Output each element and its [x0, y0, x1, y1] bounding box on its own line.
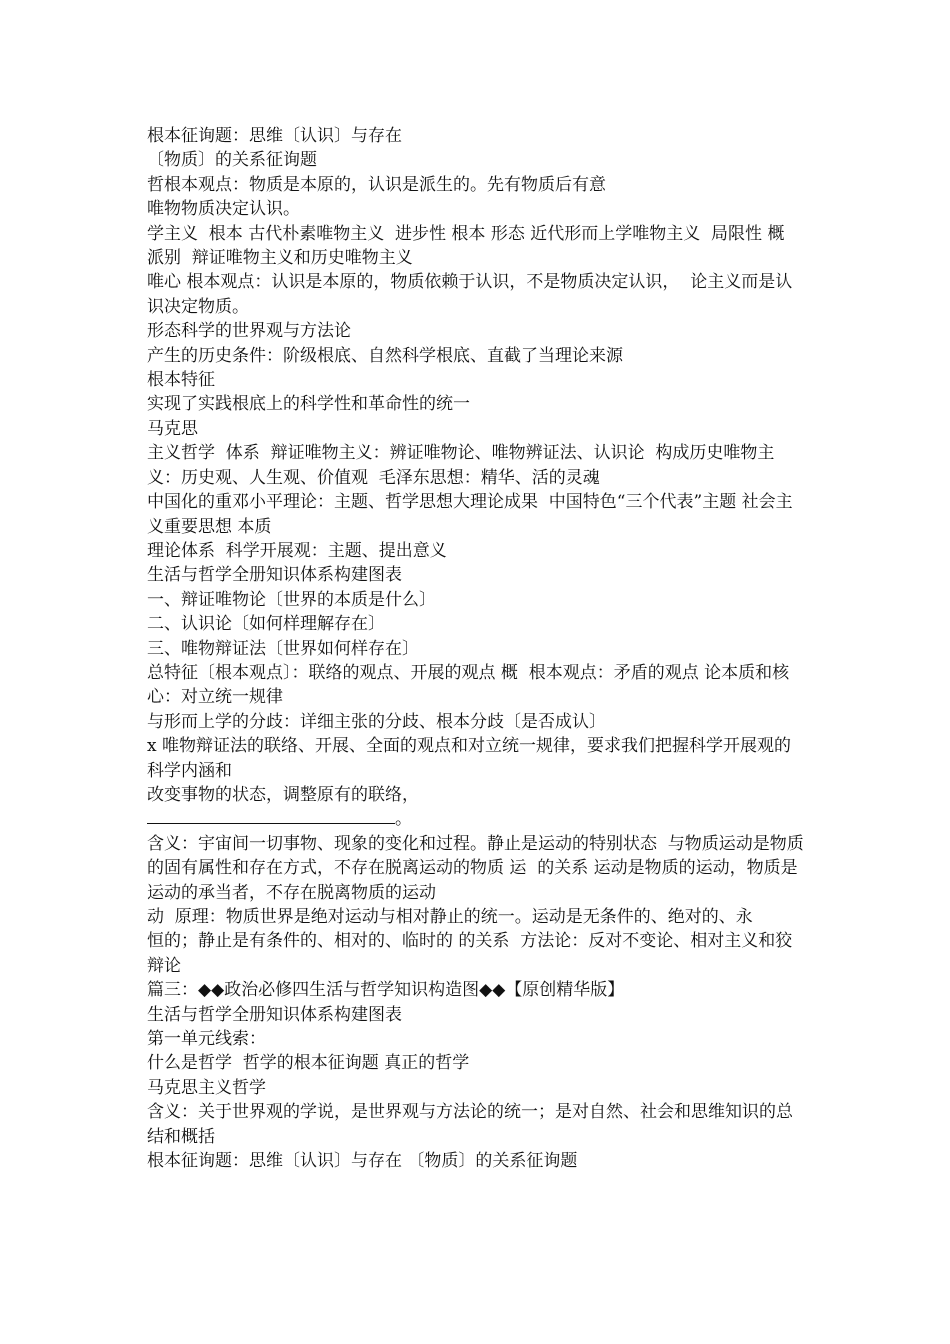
text-line: 马克思 [147, 418, 198, 439]
text-line: 含义：宇宙间一切事物、现象的变化和过程。静止是运动的特别状态 与物质运动是物质的固有属性和存在方式，不存在脱离运动的物质 运 的关系 运动是物质的运动，物质是运动的承当者，不存在脱离物质的运动 [147, 833, 804, 903]
text-line: 根本征询题：思维〔认识〕与存在 [147, 126, 402, 146]
text-line: 三、唯物辩证法〔世界如何样存在〕 [147, 638, 419, 659]
text-line: 二、认识论〔如何样理解存在〕 [147, 614, 385, 635]
text-line: 含义：关于世界观的学说，是世界观与方法论的统一；是对自然、社会和思维知识的总结和概括 [147, 1102, 793, 1147]
text-line: 唯物物质决定认识。 [147, 199, 300, 220]
text-line: 中国化的重邓小平理论：主题、哲学思想大理论成果 中国特色“三个代表”主题 社会主义重要思想 本质 [147, 492, 793, 537]
text-line: 主义哲学 体系 辩证唯物主义：辨证唯物论、唯物辨证法、认识论 构成历史唯物主义：历史观、人生观、价值观 毛泽东思想：精华、活的灵魂 [147, 443, 775, 488]
text-line: 与形而上学的分歧：详细主张的分歧、根本分歧〔是否成认〕 [147, 711, 606, 732]
text-line: 〔物质〕的关系征询题 [147, 150, 317, 171]
text-line: 生活与哲学全册知识体系构建图表 [147, 565, 402, 586]
text-line: 动 原理：物质世界是绝对运动与相对静止的统一。运动是无条件的、绝对的、永 [147, 907, 753, 927]
blank-period: 。 [395, 809, 412, 830]
text-line: 学主义 根本 古代朴素唯物主义 进步性 根本 形态 近代形而上学唯物主义 局限性 概 派别 辩证唯物主义和历史唯物主义 [147, 223, 796, 269]
text-line: 总特征〔根本观点〕：联络的观点、开展的观点 概 根本观点：矛盾的观点 论本质和核心：对立统一规律 [147, 662, 790, 708]
text-line: 一、辩证唯物论〔世界的本质是什么〕 [147, 589, 436, 610]
text-line: 马克思主义哲学 [147, 1077, 266, 1098]
text-line: 恒的；静止是有条件的、相对的、临时的 的关系 方法论：反对不变论、相对主义和狡辩论 [147, 931, 793, 976]
text-line: 哲根本观点：物质是本原的，认识是派生的。先有物质后有意 [147, 174, 606, 195]
blank-underline [147, 809, 395, 824]
text-line: 形态科学的世界观与方法论 [147, 321, 351, 342]
fill-in-blank-line [147, 807, 807, 831]
text-line: x 唯物辩证法的联络、开展、全面的观点和对立统一规律，要求我们把握科学开展观的科学内涵和 [147, 736, 791, 781]
document-page [147, 124, 807, 1173]
text-line: 根本特征 [147, 370, 215, 391]
text-line: 生活与哲学全册知识体系构建图表 [147, 1004, 402, 1025]
text-line: 唯心 根本观点：认识是本原的，物质依赖于认识，不是物质决定认识， 论主义而是认识决定物质。 [147, 272, 793, 317]
text-line: 产生的历史条件：阶级根底、自然科学根底、直截了当理论来源 [147, 345, 623, 366]
text-line: 理论体系 科学开展观：主题、提出意义 [147, 540, 447, 561]
text-line: 第一单元线索： [147, 1029, 266, 1050]
text-line: 什么是哲学 哲学的根本征询题 真正的哲学 [147, 1053, 470, 1074]
text-line: 改变事物的状态，调整原有的联络， [147, 784, 419, 805]
section-heading: 篇三：◆◆政治必修四生活与哲学知识构造图◆◆【原创精华版】 [147, 980, 625, 1001]
text-line: 根本征询题：思维〔认识〕与存在 〔物质〕的关系征询题 [147, 1151, 578, 1172]
text-line: 实现了实践根底上的科学性和革命性的统一 [147, 394, 470, 415]
